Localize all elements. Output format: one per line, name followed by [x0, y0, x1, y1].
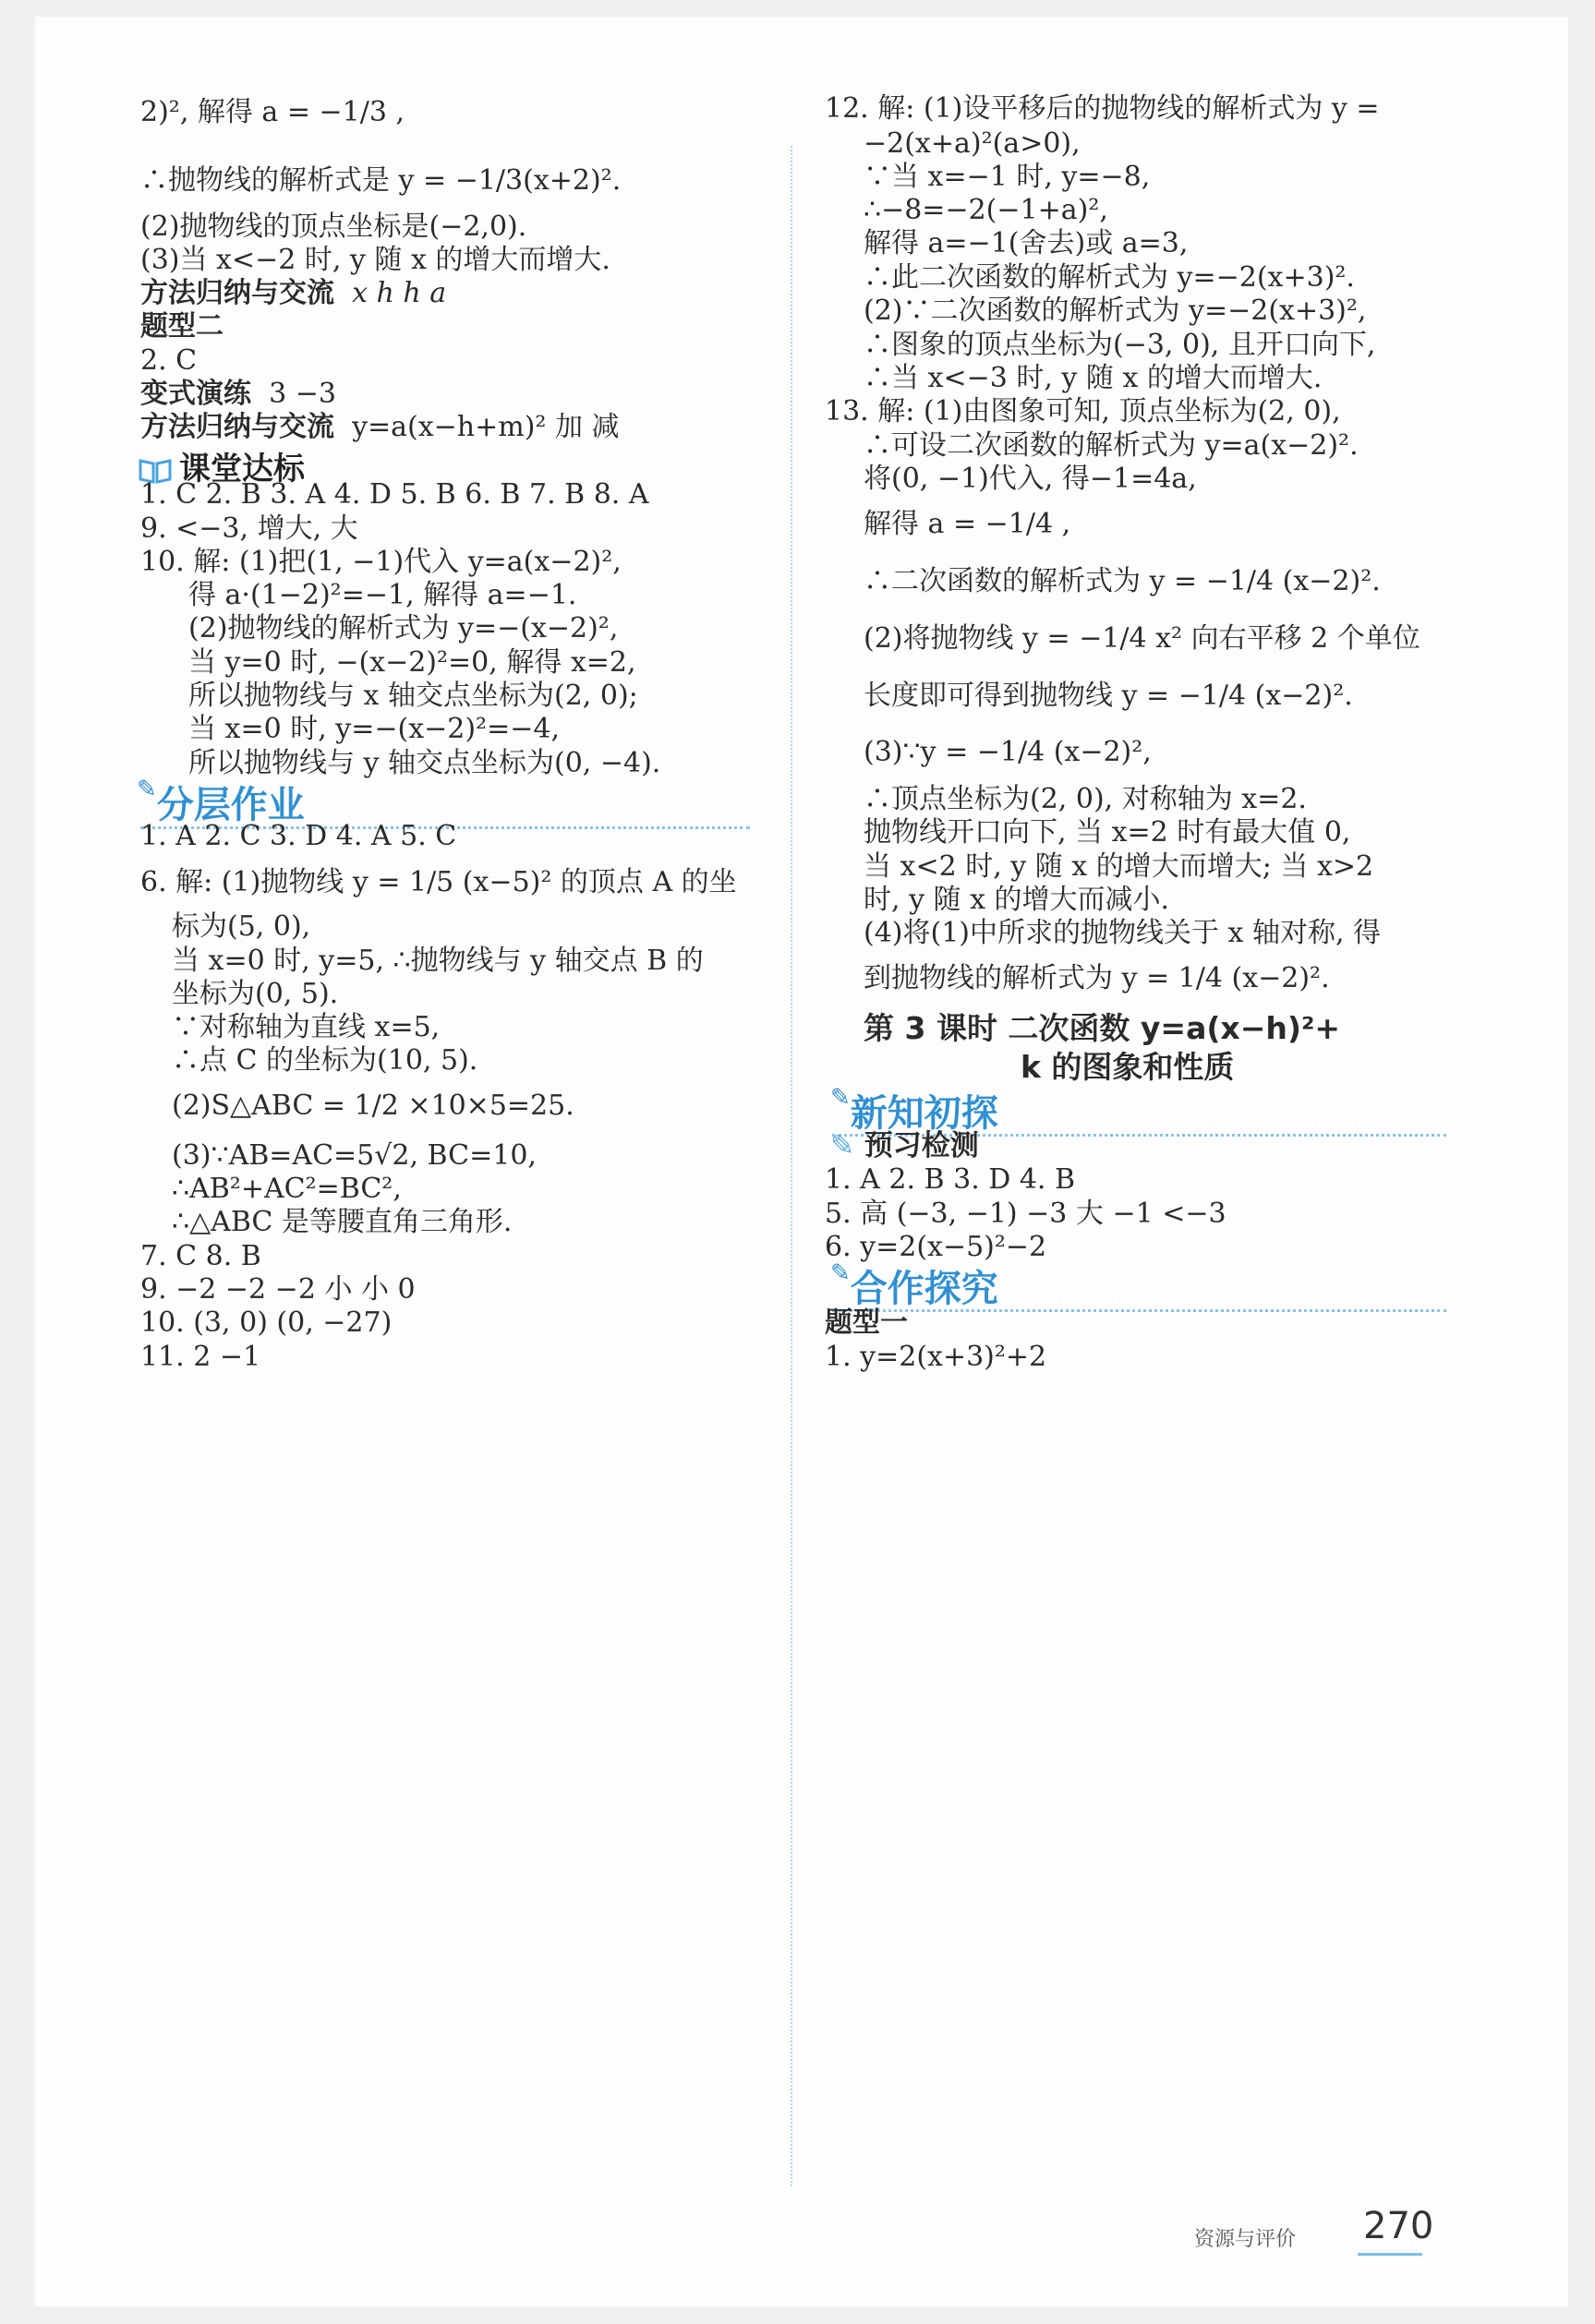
text-line: ∴点 C 的坐标为(10, 5). — [172, 1044, 478, 1077]
column-divider — [791, 146, 792, 2186]
text-line: 1. A 2. B 3. D 4. B — [825, 1163, 1076, 1196]
text-line: (3)∵y = −1/4 (x−2)², — [864, 736, 1152, 768]
text-line: 当 y=0 时, −(x−2)²=0, 解得 x=2, — [188, 646, 636, 679]
text-line: 2. C — [140, 344, 198, 377]
text-line: ∴顶点坐标为(2, 0), 对称轴为 x=2. — [864, 783, 1307, 815]
text-line: (3)∵AB=AC=5√2, BC=10, — [172, 1139, 537, 1172]
text-line: ∴图象的顶点坐标为(−3, 0), 且开口向下, — [864, 329, 1376, 361]
text-line: (4)将(1)中所求的抛物线关于 x 轴对称, 得 — [864, 917, 1382, 949]
section-title: 新知初探 — [850, 1092, 998, 1135]
pencil-icon: ✎ — [137, 776, 157, 803]
question-type-heading: 题型二 — [140, 310, 224, 343]
text-line: 13. 解: (1)由图象可知, 顶点坐标为(2, 0), — [825, 395, 1341, 427]
text-line: 标为(5, 0), — [172, 910, 311, 943]
text-line: 10. (3, 0) (0, −27) — [140, 1306, 393, 1339]
text-line: (2)∵二次函数的解析式为 y=−2(x+3)², — [864, 295, 1367, 327]
text-line: ∴此二次函数的解析式为 y=−2(x+3)². — [864, 261, 1355, 294]
text-line: (2)将抛物线 y = −1/4 x² 向右平移 2 个单位 — [864, 622, 1420, 655]
text-line: 当 x<2 时, y 随 x 的增大而增大; 当 x>2 — [864, 850, 1374, 883]
subsection-title: 预习检测 — [864, 1129, 979, 1162]
text-line: 2)², 解得 a = −1/3 , — [140, 96, 405, 128]
text-line: ∵当 x=−1 时, y=−8, — [864, 161, 1151, 193]
text-line: 12. 解: (1)设平移后的抛物线的解析式为 y = — [825, 92, 1380, 125]
text-line: 所以抛物线与 y 轴交点坐标为(0, −4). — [188, 747, 661, 779]
text-line: (2)S△ABC = 1/2 ×10×5=25. — [172, 1090, 574, 1122]
section-title: 课堂达标 — [179, 451, 305, 488]
text-line: 得 a·(1−2)²=−1, 解得 a=−1. — [188, 579, 577, 611]
text-line: (2)抛物线的顶点坐标是(−2,0). — [140, 211, 527, 243]
text-line: 9. <−3, 增大, 大 — [140, 512, 358, 545]
section-underline — [832, 1309, 1446, 1312]
text-line: 11. 2 −1 — [140, 1341, 261, 1373]
text-line: ∴当 x<−3 时, y 随 x 的增大而增大. — [864, 362, 1323, 394]
lesson-title: 第 3 课时 二次函数 y=a(x−h)²+ — [864, 1010, 1341, 1046]
text-line: ∴抛物线的解析式是 y = −1/3(x+2)². — [140, 164, 622, 197]
question-type-heading: 题型一 — [825, 1306, 908, 1339]
text-line: 所以抛物线与 x 轴交点坐标为(2, 0); — [188, 680, 638, 712]
text-line: 当 x=0 时, y=−(x−2)²=−4, — [188, 713, 560, 745]
text-line: 10. 解: (1)把(1, −1)代入 y=a(x−2)², — [140, 546, 622, 578]
text-line: 6. y=2(x−5)²−2 — [825, 1231, 1047, 1263]
text-line: ∵对称轴为直线 x=5, — [172, 1011, 441, 1043]
method-answer: y=a(x−h+m)² 加 减 — [352, 411, 620, 443]
page-number-underline — [1358, 2253, 1422, 2256]
text-line: ∴可设二次函数的解析式为 y=a(x−2)². — [864, 429, 1359, 462]
lesson-title-cont: k 的图象和性质 — [1021, 1049, 1235, 1085]
text-line: 坐标为(0, 5). — [172, 978, 339, 1010]
text-line: ∴−8=−2(−1+a)², — [864, 194, 1108, 226]
pencil-icon: ✎ — [830, 1259, 851, 1287]
text-line: 1. A 2. C 3. D 4. A 5. C — [140, 820, 457, 852]
section-title: 分层作业 — [156, 784, 305, 826]
text-line: 9. −2 −2 −2 小 小 0 — [140, 1273, 416, 1306]
method-label: 方法归纳与交流 — [140, 277, 334, 309]
method-label: 方法归纳与交流 — [140, 411, 334, 443]
text-line: ∴△ABC 是等腰直角三角形. — [172, 1206, 513, 1238]
method-line — [140, 409, 620, 446]
section-title: 合作探究 — [850, 1268, 998, 1310]
variant-answer: 3 −3 — [269, 378, 336, 410]
variant-label: 变式演练 — [140, 378, 251, 410]
text-line: ∴二次函数的解析式为 y = −1/4 (x−2)². — [864, 565, 1381, 597]
text-line: ∴AB²+AC²=BC², — [172, 1173, 402, 1205]
method-answer: x h h a — [352, 277, 447, 309]
text-line: (3)当 x<−2 时, y 随 x 的增大而增大. — [140, 244, 610, 276]
variant-line — [140, 376, 336, 413]
pencil-icon: ✎ — [830, 1084, 851, 1112]
text-line: 1. C 2. B 3. A 4. D 5. B 6. B 7. B 8. A — [140, 478, 649, 511]
text-line: 时, y 随 x 的增大而减小. — [864, 884, 1170, 916]
text-line: 到抛物线的解析式为 y = 1/4 (x−2)². — [864, 962, 1330, 994]
text-line: (2)抛物线的解析式为 y=−(x−2)², — [188, 612, 619, 644]
page-number: 270 — [1363, 2205, 1434, 2247]
text-line: 1. y=2(x+3)²+2 — [825, 1341, 1047, 1373]
text-line: 7. C 8. B — [140, 1240, 261, 1272]
text-line: 当 x=0 时, y=5, ∴抛物线与 y 轴交点 B 的 — [172, 945, 704, 977]
footer-label: 资源与评价 — [1194, 2228, 1297, 2251]
text-line: 解得 a = −1/4 , — [864, 508, 1071, 540]
subsection-yuxi-jiance — [830, 1127, 979, 1164]
page — [35, 17, 1568, 2306]
method-line — [140, 275, 446, 312]
text-line: 将(0, −1)代入, 得−1=4a, — [864, 463, 1197, 495]
text-line: 5. 高 (−3, −1) −3 大 −1 <−3 — [825, 1198, 1226, 1230]
text-line: 解得 a=−1(舍去)或 a=3, — [864, 227, 1189, 259]
pencil-icon: ✎ — [830, 1129, 854, 1162]
text-line: 抛物线开口向下, 当 x=2 时有最大值 0, — [864, 816, 1351, 849]
text-line: 6. 解: (1)抛物线 y = 1/5 (x−5)² 的顶点 A 的坐 — [140, 866, 737, 898]
text-line: 长度即可得到抛物线 y = −1/4 (x−2)². — [864, 680, 1353, 712]
text-line: −2(x+a)²(a>0), — [864, 127, 1081, 160]
